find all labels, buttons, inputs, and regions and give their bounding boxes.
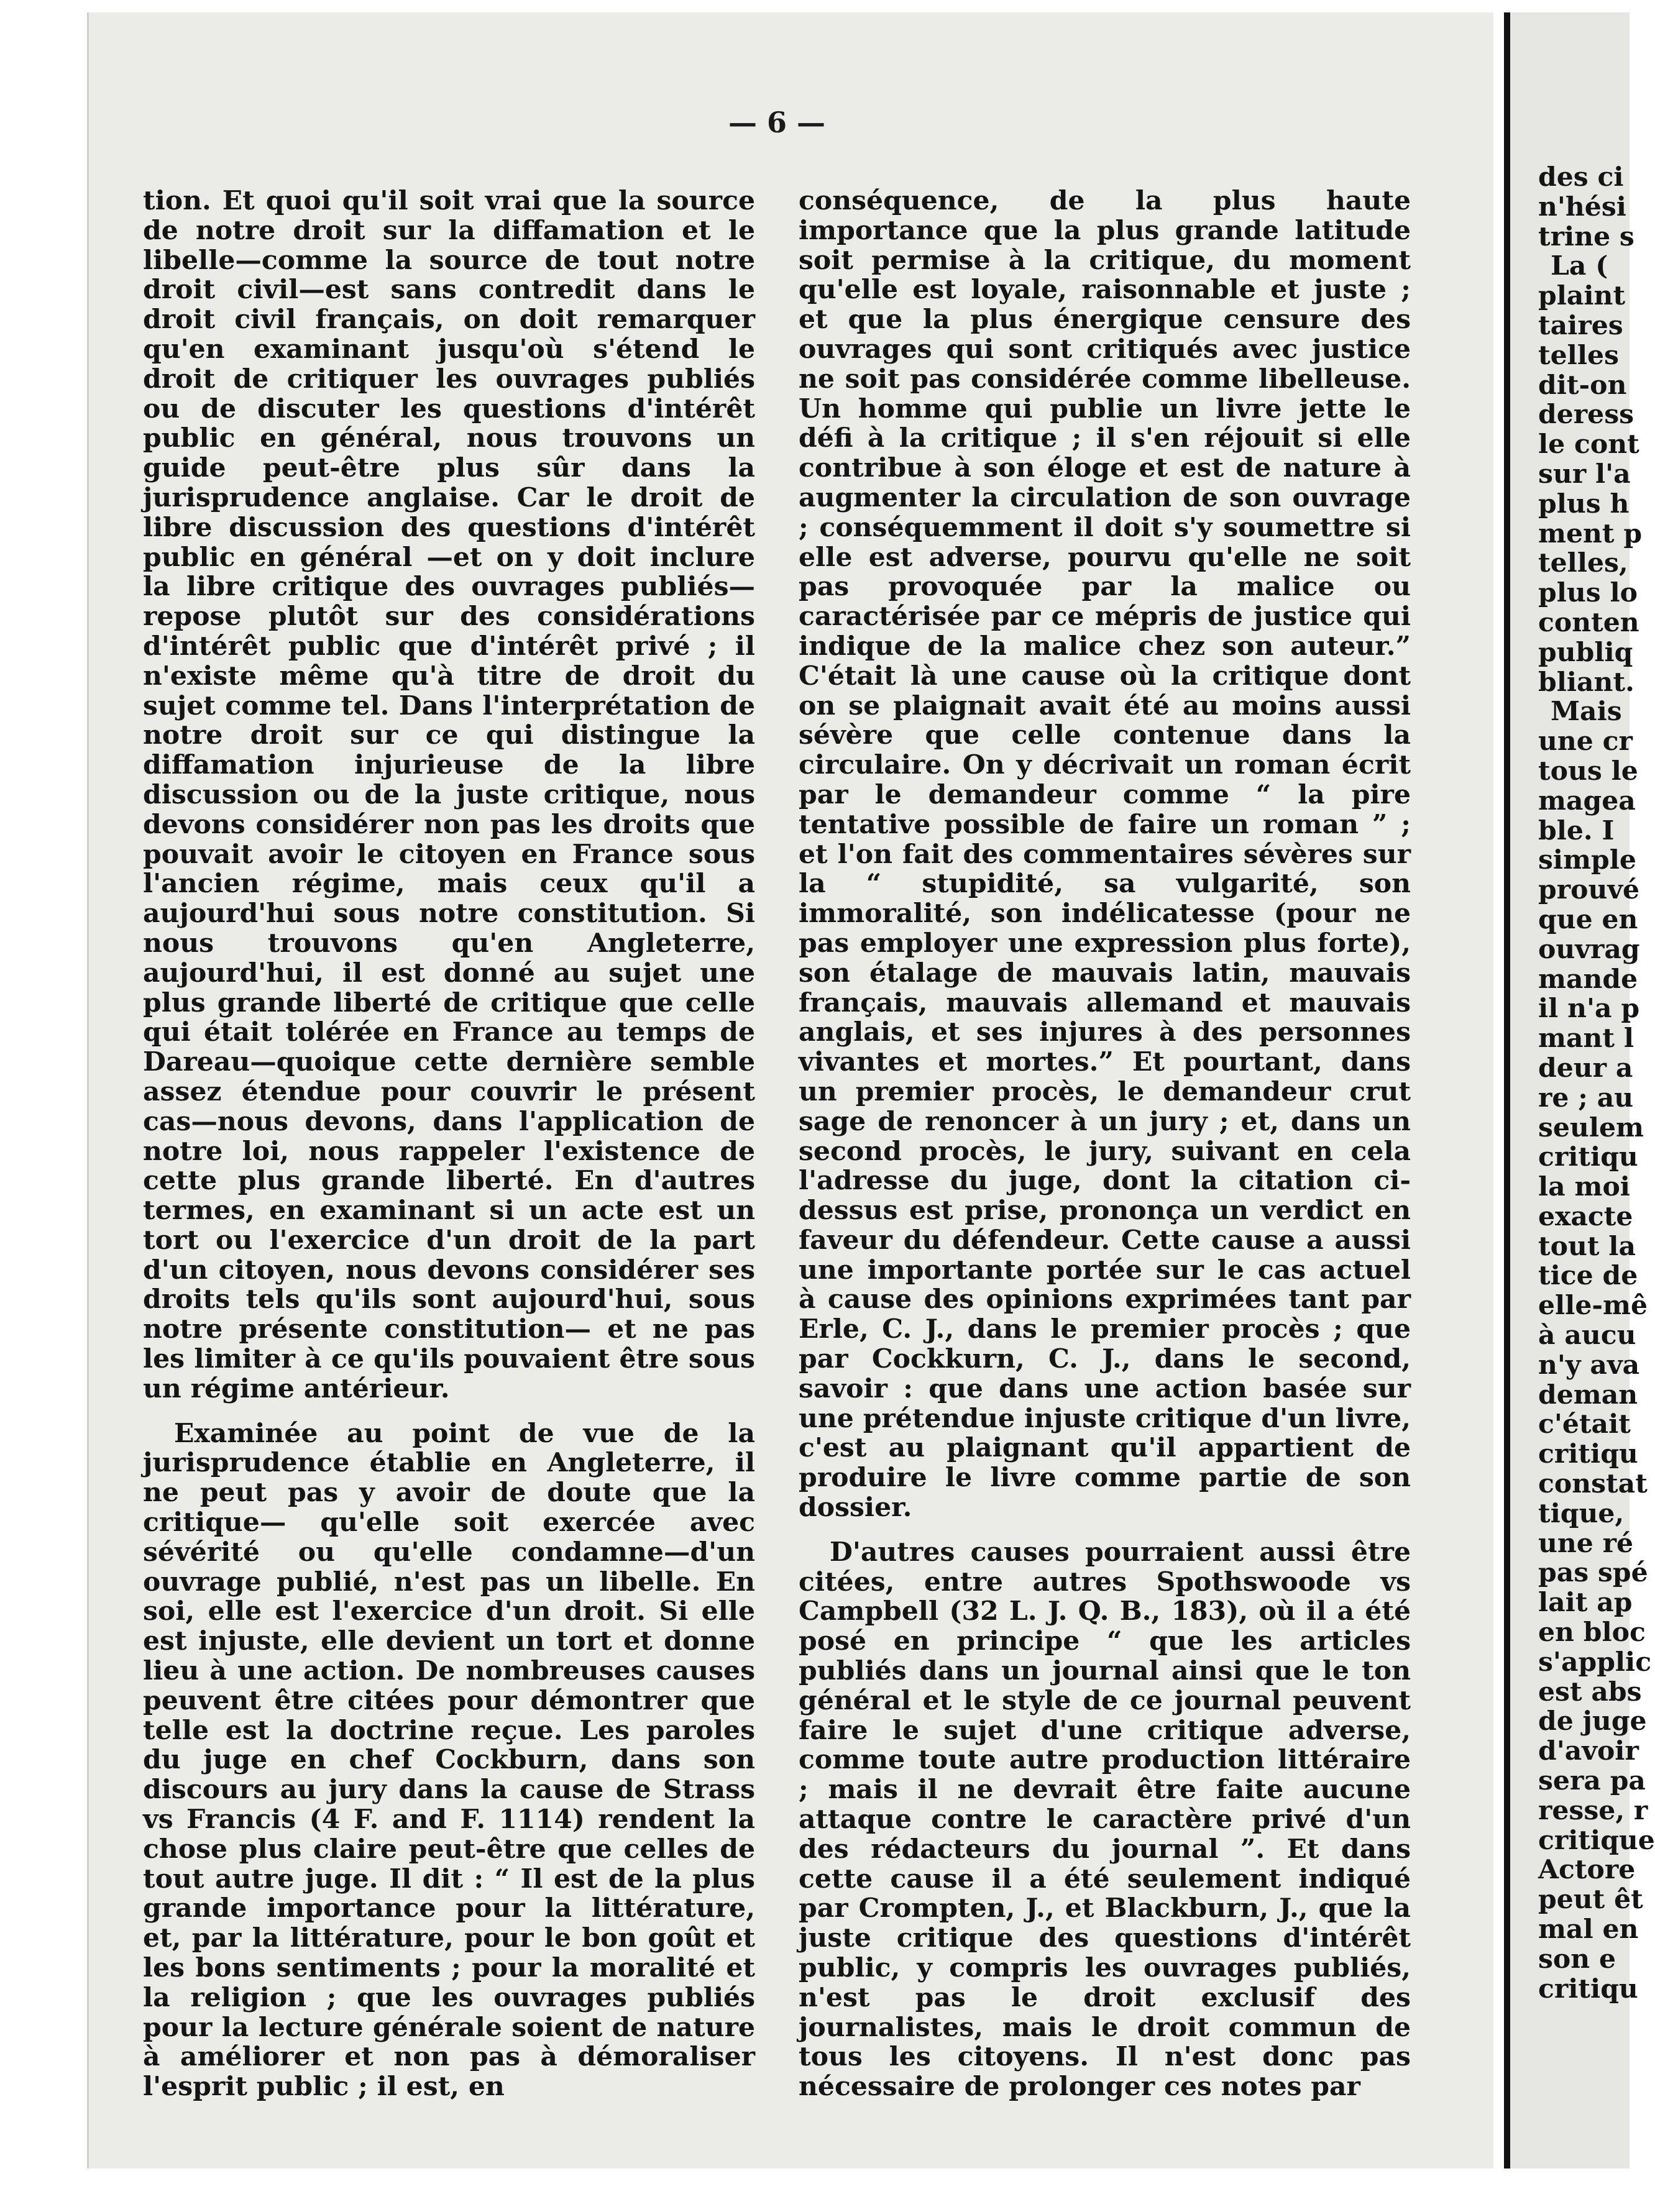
- edge-line: ment p: [1538, 518, 1643, 549]
- edge-line: à aucu: [1538, 1320, 1636, 1351]
- edge-line: magea: [1538, 785, 1636, 816]
- edge-line: mal en: [1538, 1914, 1639, 1945]
- edge-line: plus h: [1538, 488, 1630, 519]
- edge-line: trine s: [1538, 221, 1634, 252]
- paragraph: tion. Et quoi qu'il soit vrai que la source de notre droit sur la diffamation et le libelle—comme la source de tout notre droit civil—est sans contredit dans le droit civil français, on doit remarquer qu'en examinant jusqu'où s'étend le droit de critiquer les ouvrages publiés ou de discuter les questions d'intérêt public en général, nous trouvons un guide peut-être plus sûr dans la jurisprudence anglaise. Car le droit de libre discussion des questions d'intérêt public en général —et on y doit inclure la libre critique des ouvrages publiés—repose plutôt sur des considérations d'intérêt public que d'intérêt privé ; il n'existe même qu'à titre de droit du sujet comme tel. Dans l'interprétation de notre droit sur ce qui distingue la diffamation injurieuse de la libre discussion ou de la juste critique, nous devons considérer non pas les droits que pouvait avoir le citoyen en France sous l'ancien régime, mais ceux qu'il a aujourd'hui sous notre constitution. Si nous trouvons qu'en Angleterre, aujourd'hui, il est donné au sujet une plus grande liberté de critique que celle qui était tolérée en France au temps de Dareau—quoique cette dernière semble assez étendue pour couvrir le présent cas—nous devons, dans l'application de notre loi, nous rappeler l'existence de cette plus grande liberté. En d'autres termes, en examinant si un acte est un tort ou l'exercice d'un droit de la part d'un citoyen, nous devons considérer ses droits tels qu'ils sont aujourd'hui, sous notre présente constitution— et ne pas les limiter à ce qu'ils pouvaient être sous un régime antérieur.: [143, 185, 755, 1404]
- edge-line: telles,: [1538, 547, 1628, 579]
- edge-line: pas spé: [1538, 1557, 1648, 1589]
- edge-line: une ré: [1538, 1527, 1634, 1559]
- edge-line: critique: [1538, 1824, 1655, 1856]
- page-number: — 6 —: [728, 106, 826, 139]
- edge-line: telles: [1538, 339, 1619, 371]
- paragraph: D'autres causes pourraient aussi être citées, entre autres Spothswoode vs Campbell (32 L. J. Q. B., 183), où il a été posé en principe “ que les articles publiés dans un journal ainsi que le ton général et le style de ce journal peuvent faire le sujet d'une critique adverse, comme toute autre production littéraire ; mais il ne devrait être faite aucune attaque contre le caractère privé d'un des rédacteurs du journal ”. Et dans cette cause il a été seulement indiqué par Crompten, J., et Blackburn, J., que la juste critique des questions d'intérêt public, y compris les ouvrages publiés, n'est pas le droit exclusif des journalistes, mais le droit commun de tous les citoyens. Il n'est donc pas nécessaire de prolonger ces notes par: [799, 1536, 1411, 2103]
- edge-line: ouvrag: [1538, 933, 1640, 965]
- edge-line: seulem: [1538, 1112, 1644, 1143]
- edge-line: ble. I: [1538, 815, 1615, 846]
- edge-line: n'y ava: [1538, 1349, 1640, 1381]
- edge-line: mande: [1538, 963, 1638, 995]
- edge-line: le cont: [1538, 429, 1639, 460]
- edge-line: simple: [1538, 844, 1636, 876]
- edge-line: publiq: [1538, 636, 1633, 668]
- edge-line: resse, r: [1538, 1794, 1648, 1826]
- edge-line: tous le: [1538, 755, 1638, 787]
- edge-line: conten: [1538, 606, 1639, 638]
- edge-line: Actore: [1538, 1854, 1636, 1886]
- edge-line: sur l'a: [1538, 458, 1631, 490]
- edge-line: re ; au: [1538, 1082, 1634, 1113]
- edge-line: la moi: [1538, 1171, 1630, 1203]
- edge-line: critiqu: [1538, 1141, 1638, 1173]
- edge-line: La (: [1551, 250, 1608, 282]
- edge-line: une cr: [1538, 726, 1633, 757]
- edge-line: dit-on: [1538, 369, 1627, 401]
- edge-line: critiqu: [1538, 1973, 1638, 2004]
- left-text-column: [143, 186, 755, 2102]
- edge-line: critiqu: [1538, 1438, 1638, 1470]
- edge-line: lait ap: [1538, 1587, 1633, 1619]
- edge-line: n'hési: [1538, 191, 1626, 222]
- edge-line: plaint: [1538, 280, 1626, 312]
- scan-margin: [0, 0, 75, 2212]
- edge-line: exacte: [1538, 1200, 1633, 1232]
- edge-line: il n'a p: [1538, 993, 1640, 1025]
- paragraph: Examinée au point de vue de la jurisprudence établie en Angleterre, il ne peut pas y avoir de doute que la critique— qu'elle soit exercée avec sévérité ou qu'elle condamne—d'un ouvrage publié, n'est pas un libelle. En soi, elle est l'exercice d'un droit. Si elle est injuste, elle devient un tort et donne lieu à une action. De nombreuses causes peuvent être citées pour démontrer que telle est la doctrine reçue. Les paroles du juge en chef Cockburn, dans son discours au jury dans la cause de Strass vs Francis (4 F. and F. 1114) rendent la chose plus claire peut-être que celles de tout autre juge. Il dit : “ Il est de la plus grande importance pour la littérature, et, par la littérature, pour le bon goût et les bons sentiments ; pour la moralité et la religion ; que les ouvrages publiés pour la lecture générale soient de nature à améliorer et non pas à démoraliser l'esprit public ; il est, en: [143, 1417, 755, 2103]
- middle-text-column: [799, 186, 1411, 2102]
- edge-line: est abs: [1538, 1676, 1642, 1707]
- edge-line: des ci: [1538, 162, 1624, 193]
- edge-line: plus lo: [1538, 577, 1638, 609]
- edge-line: tique,: [1538, 1497, 1625, 1529]
- edge-line: deur a: [1538, 1052, 1633, 1084]
- edge-line: bliant.: [1538, 666, 1634, 698]
- edge-line: peut êt: [1538, 1884, 1643, 1916]
- edge-line: d'avoir: [1538, 1735, 1639, 1767]
- edge-line: mant l: [1538, 1023, 1634, 1054]
- edge-line: prouvé: [1538, 874, 1640, 906]
- edge-line: en bloc: [1538, 1617, 1646, 1648]
- edge-line: deman: [1538, 1379, 1638, 1410]
- edge-line: son e: [1538, 1943, 1616, 1975]
- adjacent-page-text: [1538, 162, 1655, 2004]
- edge-line: Mais: [1551, 696, 1622, 728]
- edge-line: sera pa: [1538, 1765, 1646, 1797]
- edge-line: tice de: [1538, 1260, 1638, 1292]
- edge-line: que en: [1538, 903, 1638, 935]
- edge-line: tout la: [1538, 1230, 1636, 1262]
- edge-line: taires: [1538, 309, 1623, 341]
- edge-line: c'était: [1538, 1409, 1631, 1440]
- edge-line: de juge: [1538, 1706, 1647, 1737]
- edge-line: elle-mê: [1538, 1290, 1648, 1322]
- edge-line: constat: [1538, 1468, 1648, 1500]
- edge-line: s'applic: [1538, 1646, 1652, 1678]
- edge-line: deress: [1538, 399, 1634, 431]
- paragraph: conséquence, de la plus haute importance que la plus grande latitude soit permise à la critique, du moment qu'elle est loyale, raisonnable et juste ; et que la plus énergique censure des ouvrages qui sont critiqués avec justice ne soit pas considérée comme libelleuse. Un homme qui publie un livre jette le défi à la critique ; il s'en réjouit si elle contribue à son éloge et est de nature à augmenter la circulation de son ouvrage ; conséquemment il doit s'y soumettre si elle est adverse, pourvu qu'elle ne soit pas provoquée par la malice ou caractérisée par ce mépris de justice qui indique de la malice chez son auteur.” C'était là une cause où la critique dont on se plaignait avait été au moins aussi sévère que celle contenue dans la circulaire. On y décrivait un roman écrit par le demandeur comme “ la pire tentative possible de faire un roman ” ; et l'on fait des commentaires sévères sur la “ stupidité, sa vulgarité, son immoralité, son indélicatesse (pour ne pas employer une expression plus forte), son étalage de mauvais latin, mauvais français, mauvais allemand et mauvais anglais, et ses injures à des personnes vivantes et mortes.” Et pourtant, dans un premier procès, le demandeur crut sage de renoncer à un jury ; et, dans un second procès, le jury, suivant en cela l'adresse du juge, dont la citation ci-dessus est prise, prononça un verdict en faveur du défendeur. Cette cause a aussi une importante portée sur le cas actuel à cause des opinions exprimées tant par Erle, C. J., dans le premier procès ; que par Cockkurn, C. J., dans le second, savoir : que dans une action basée sur une prétendue injuste critique d'un livre, c'est au plaignant qu'il appartient de produire le livre comme partie de son dossier.: [799, 185, 1411, 1524]
